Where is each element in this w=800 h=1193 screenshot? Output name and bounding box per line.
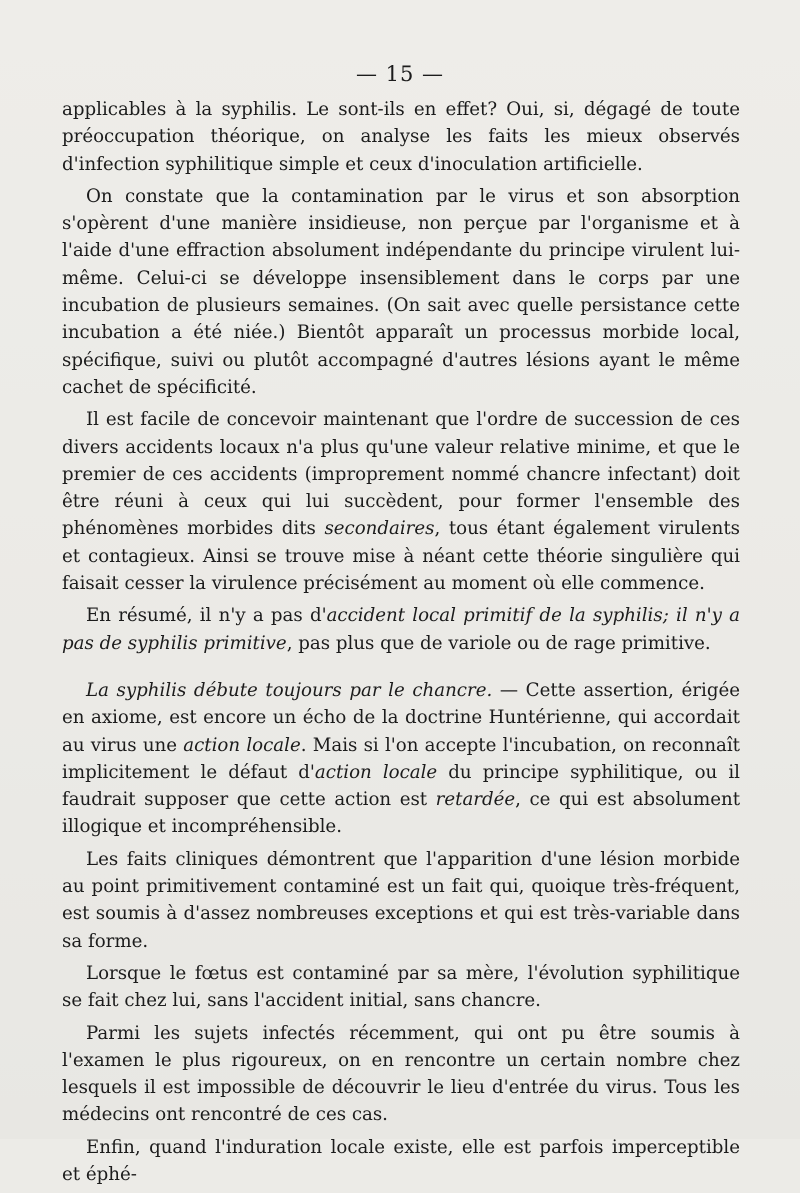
text-run: , ce qui est absolument illogique et incompréhensible.	[62, 789, 741, 838]
paragraph	[62, 183, 740, 401]
text-run: Les faits cliniques démontrent que l'apparition d'une lésion morbide au point primitivement contaminé est un fait qui, quoique très-fréquent, est soumis à d'assez nombreuses exceptions et qui est très-variable dans sa forme.	[62, 848, 740, 952]
text-run: — Cette assertion, érigée en axiome, est encore un écho de la doctrine Huntérienne, qui accordait au virus une	[62, 679, 740, 756]
paragraph	[62, 602, 740, 657]
paragraph	[62, 1134, 740, 1189]
italic-run: accident local primitif de la syphilis; il n'y a pas de syphilis primitive	[62, 605, 740, 654]
italic-run: La syphilis débute toujours par le chancre.	[86, 679, 493, 701]
text-run: En résumé, il n'y a pas d'	[86, 605, 327, 627]
italic-run: retardée	[435, 789, 516, 811]
page-number: — 15 —	[355, 62, 445, 86]
text-run: , tous étant également virulents et contagieux. Ainsi se trouve mise à néant cette théorie singulière qui faisait cesser la virulence précisément au moment où elle commence.	[62, 518, 740, 595]
italic-run: secondaires	[324, 518, 435, 540]
paragraph	[62, 96, 740, 178]
text-run: , pas plus que de variole ou de rage primitive.	[286, 632, 711, 654]
paragraph	[62, 846, 740, 955]
body-text	[62, 96, 740, 1193]
text-run: Il est facile de concevoir maintenant que l'ordre de succession de ces divers accidents locaux n'a plus qu'une valeur relative minime, et que le premier de ces accidents (improprement nommé chancre infectant) doit être réuni à ceux qui lui succèdent, pour former l'ensemble des phénomènes morbides dits	[62, 409, 740, 540]
paragraph	[62, 960, 740, 1015]
text-run: du principe syphilitique, ou il faudrait supposer que cette action est	[62, 761, 740, 811]
text-run: Lorsque le fœtus est contaminé par sa mère, l'évolution syphilitique se fait chez lui, sans l'accident initial, sans chancre.	[62, 962, 740, 1012]
text-run: . Mais si l'on accepte l'incubation, on reconnaît implicitement le défaut d'	[62, 734, 740, 783]
paragraph	[62, 677, 740, 841]
text-run: On constate que la contamination par le virus et son absorption s'opèrent d'une manière insidieuse, non perçue par l'organisme et à l'aide d'une effraction absolument indépendante du principe virulent lui-même. Celui-ci se développe insensiblement dans le corps par une incubation de plusieurs semaines. (On sait avec quelle persistance cette incubation a été niée.) Bientôt apparaît un processus morbide local, spécifique, suivi ou plutôt accompagné d'autres lésions ayant le même cachet de spécificité.	[62, 185, 740, 398]
paragraph	[62, 406, 740, 597]
italic-run: action locale	[314, 761, 438, 783]
italic-run: action locale	[183, 734, 301, 756]
text-run: Parmi les sujets infectés récemment, qui ont pu être soumis à l'examen le plus rigoureux, on en rencontre un certain nombre chez lesquels il est impossible de découvrir le lieu d'entrée du virus. Tous les médecins ont rencontré de ces cas.	[62, 1022, 740, 1126]
text-run: applicables à la syphilis. Le sont-ils en effet? Oui, si, dégagé de toute préoccupation théorique, on analyse les faits les mieux observés d'infection syphilitique simple et ceux d'inoculation artificielle.	[62, 99, 740, 175]
paragraph	[62, 1020, 740, 1129]
text-run: Enfin, quand l'induration locale existe, elle est parfois imperceptible et éphé-	[62, 1136, 740, 1185]
